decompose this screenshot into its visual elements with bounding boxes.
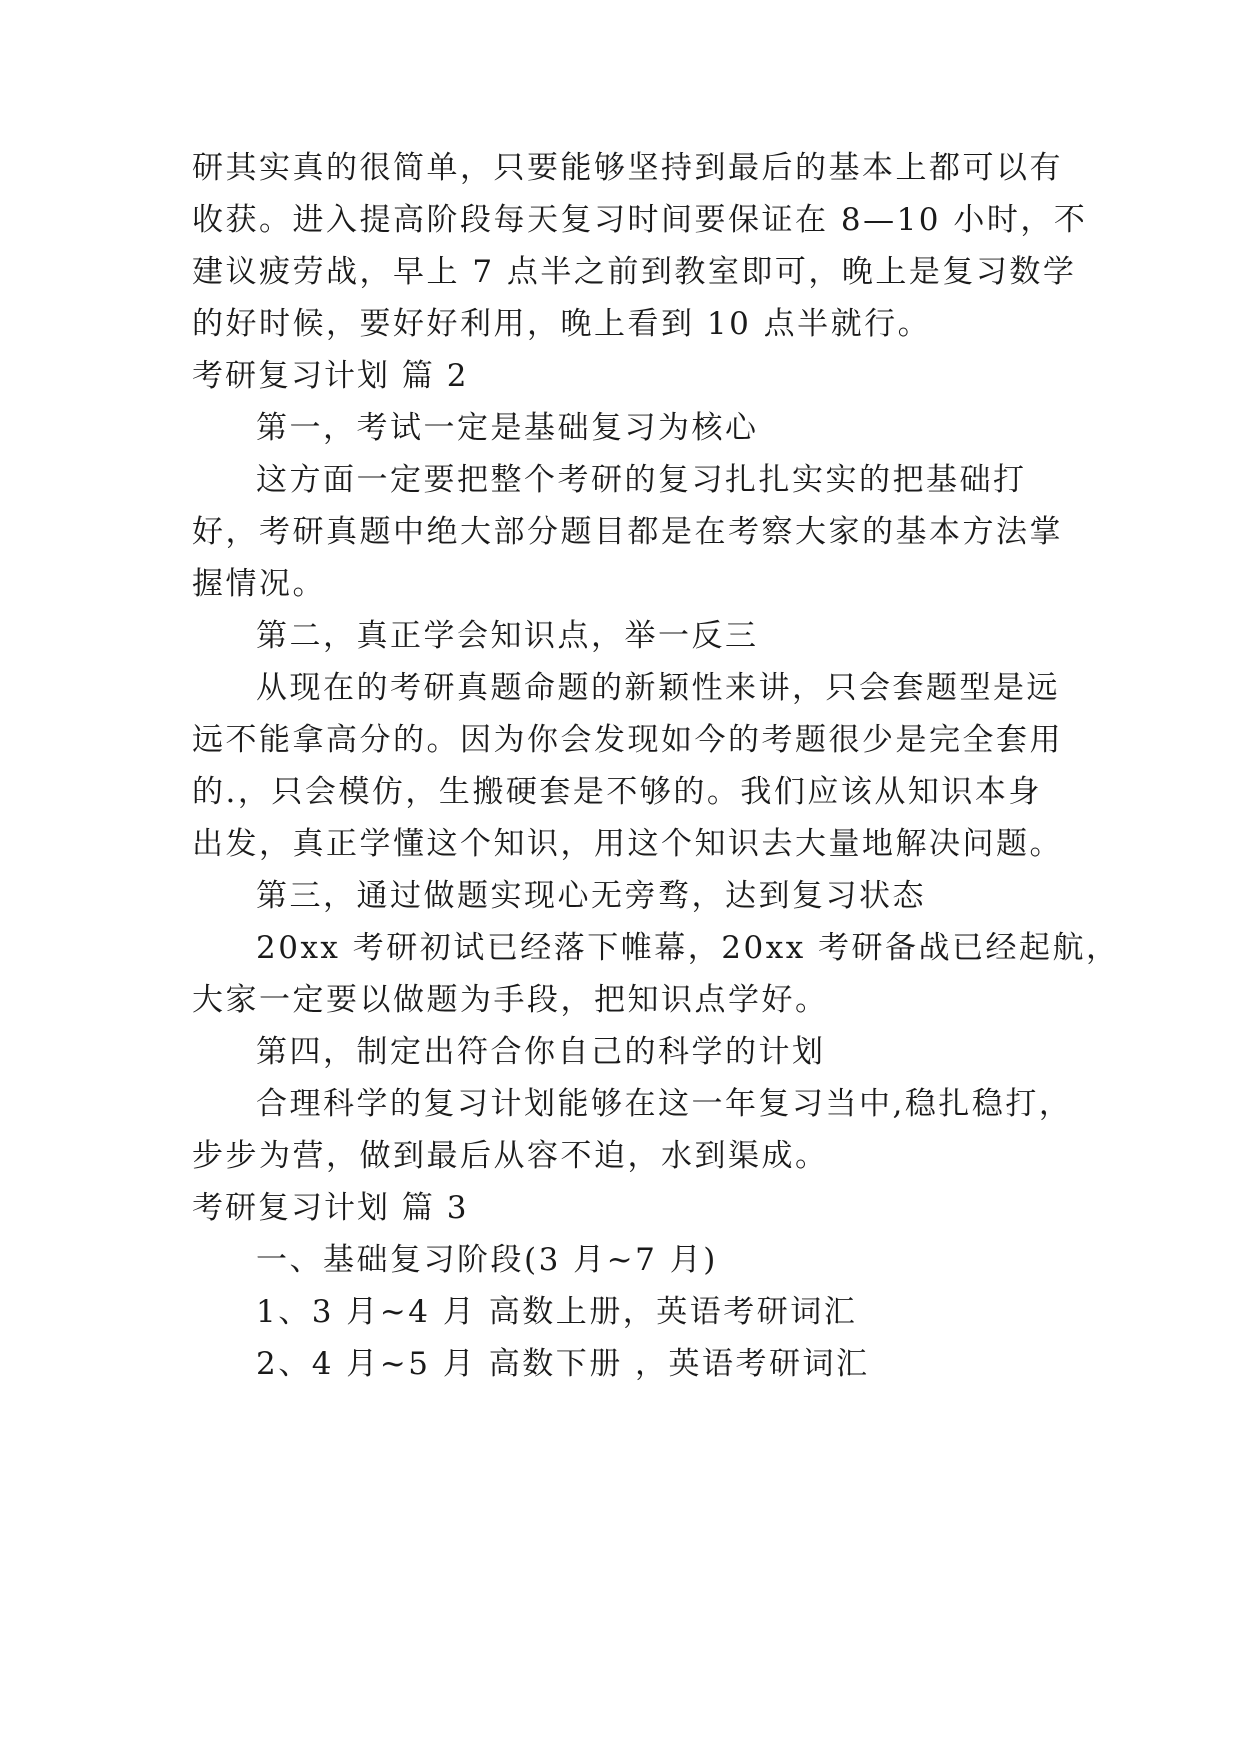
section-heading: 考研复习计划 篇 2 bbox=[192, 358, 469, 394]
paragraph-line: 的好时候，要好好利用，晚上看到 10 点半就行。 bbox=[192, 306, 932, 342]
paragraph-line: 从现在的考研真题命题的新颖性来讲，只会套题型是远 bbox=[256, 670, 1060, 706]
paragraph-line: 好，考研真题中绝大部分题目都是在考察大家的基本方法掌 bbox=[192, 514, 1063, 550]
point-title: 第四，制定出符合你自己的科学的计划 bbox=[256, 1034, 826, 1070]
paragraph-line: 远不能拿高分的。因为你会发现如今的考题很少是完全套用 bbox=[192, 722, 1063, 758]
paragraph-line: 这方面一定要把整个考研的复习扎扎实实的把基础打 bbox=[256, 462, 1027, 498]
paragraph-line: 合理科学的复习计划能够在这一年复习当中,稳扎稳打， bbox=[256, 1086, 1073, 1122]
schedule-item: 2、4 月~5 月 高数下册 ，英语考研词汇 bbox=[256, 1346, 870, 1382]
schedule-item: 1、3 月~4 月 高数上册，英语考研词汇 bbox=[256, 1294, 858, 1330]
paragraph-line: 出发，真正学懂这个知识，用这个知识去大量地解决问题。 bbox=[192, 826, 1063, 862]
stage-title: 一、基础复习阶段(3 月~7 月) bbox=[256, 1242, 718, 1278]
paragraph-line: 收获。进入提高阶段每天复习时间要保证在 8—10 小时，不 bbox=[192, 202, 1088, 238]
paragraph-line: 大家一定要以做题为手段，把知识点学好。 bbox=[192, 982, 829, 1018]
section-heading: 考研复习计划 篇 3 bbox=[192, 1190, 469, 1226]
point-title: 第二，真正学会知识点，举一反三 bbox=[256, 618, 759, 654]
paragraph-line: 握情况。 bbox=[192, 566, 326, 602]
paragraph-line: 步步为营，做到最后从容不迫，水到渠成。 bbox=[192, 1138, 829, 1174]
paragraph-line: 建议疲劳战，早上 7 点半之前到教室即可，晚上是复习数学 bbox=[192, 254, 1077, 290]
point-title: 第三，通过做题实现心无旁骛，达到复习状态 bbox=[256, 878, 926, 914]
paragraph-line: 的.，只会模仿，生搬硬套是不够的。我们应该从知识本身 bbox=[192, 774, 1042, 810]
point-title: 第一，考试一定是基础复习为核心 bbox=[256, 410, 759, 446]
paragraph-line: 20xx 考研初试已经落下帷幕，20xx 考研备战已经起航， bbox=[256, 930, 1120, 966]
paragraph-line: 研其实真的很简单，只要能够坚持到最后的基本上都可以有 bbox=[192, 150, 1063, 186]
